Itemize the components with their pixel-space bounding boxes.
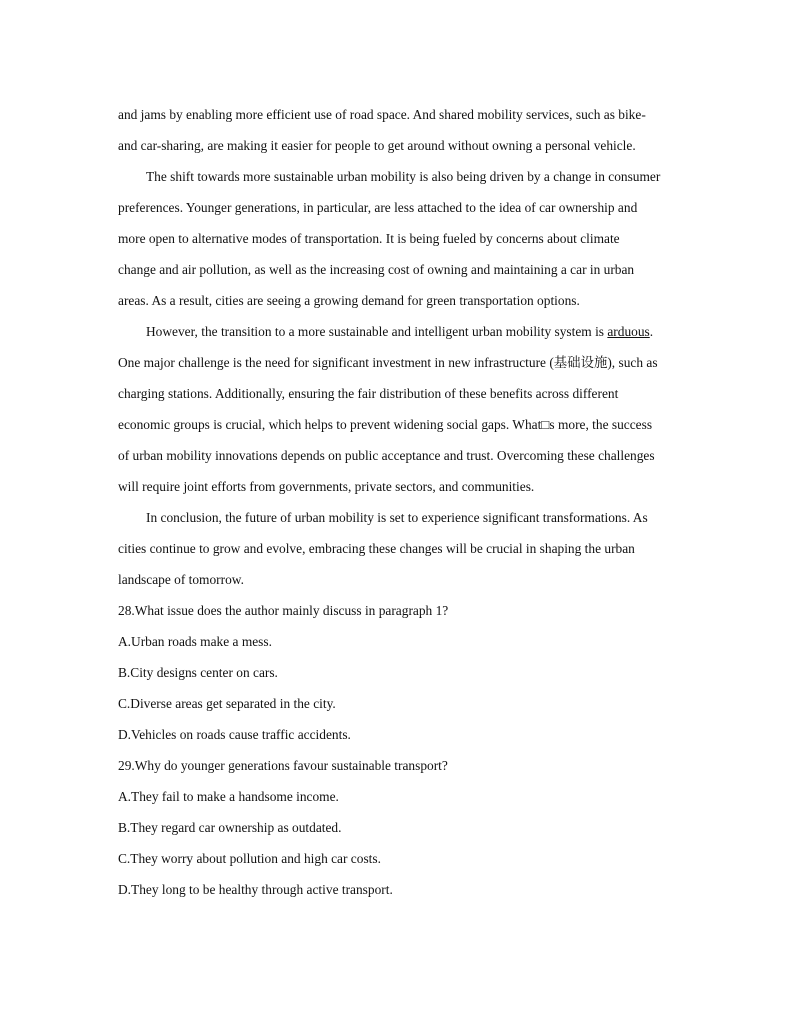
passage-text: However, the transition to a more sustainable and intelligent urban mobility system is <box>146 324 608 339</box>
passage-line: cities continue to grow and evolve, embracing these changes will be crucial in shaping the urban <box>118 541 635 556</box>
answer-option: C.They worry about pollution and high car costs. <box>118 851 381 866</box>
underlined-word: arduous <box>607 324 650 339</box>
passage-line: charging stations. Additionally, ensuring the fair distribution of these benefits across different <box>118 386 619 401</box>
answer-option: C.Diverse areas get separated in the city. <box>118 696 336 711</box>
answer-option: A.Urban roads make a mess. <box>118 634 272 649</box>
passage-line: and jams by enabling more efficient use of road space. And shared mobility services, such as bike- <box>118 107 646 122</box>
passage-line: and car-sharing, are making it easier for people to get around without owning a personal vehicle. <box>118 138 636 153</box>
answer-option: A.They fail to make a handsome income. <box>118 789 339 804</box>
passage-line <box>146 323 691 341</box>
answer-option: D.Vehicles on roads cause traffic accidents. <box>118 727 351 742</box>
passage-line: preferences. Younger generations, in particular, are less attached to the idea of car ownership and <box>118 200 638 215</box>
passage-line: will require joint efforts from governments, private sectors, and communities. <box>118 479 535 494</box>
answer-option: D.They long to be healthy through active transport. <box>118 882 393 897</box>
passage-line: The shift towards more sustainable urban mobility is also being driven by a change in consumer <box>146 169 661 184</box>
passage-line: more open to alternative modes of transportation. It is being fueled by concerns about climate <box>118 231 620 246</box>
passage-line: One major challenge is the need for significant investment in new infrastructure (基础设施), such as <box>118 355 658 370</box>
passage-line: areas. As a result, cities are seeing a growing demand for green transportation options. <box>118 293 580 308</box>
answer-option: B.They regard car ownership as outdated. <box>118 820 342 835</box>
answer-option: B.City designs center on cars. <box>118 665 278 680</box>
passage-text: . <box>649 324 654 339</box>
passage-line: of urban mobility innovations depends on public acceptance and trust. Overcoming these challenges <box>118 448 655 463</box>
passage-line: change and air pollution, as well as the increasing cost of owning and maintaining a car in urban <box>118 262 635 277</box>
passage-line: economic groups is crucial, which helps to prevent widening social gaps. What□s more, the success <box>118 417 653 432</box>
passage-line: In conclusion, the future of urban mobility is set to experience significant transformations. As <box>146 510 648 525</box>
question-stem: 29.Why do younger generations favour sustainable transport? <box>118 758 448 773</box>
question-stem: 28.What issue does the author mainly discuss in paragraph 1? <box>118 603 449 618</box>
passage-line: landscape of tomorrow. <box>118 572 244 587</box>
